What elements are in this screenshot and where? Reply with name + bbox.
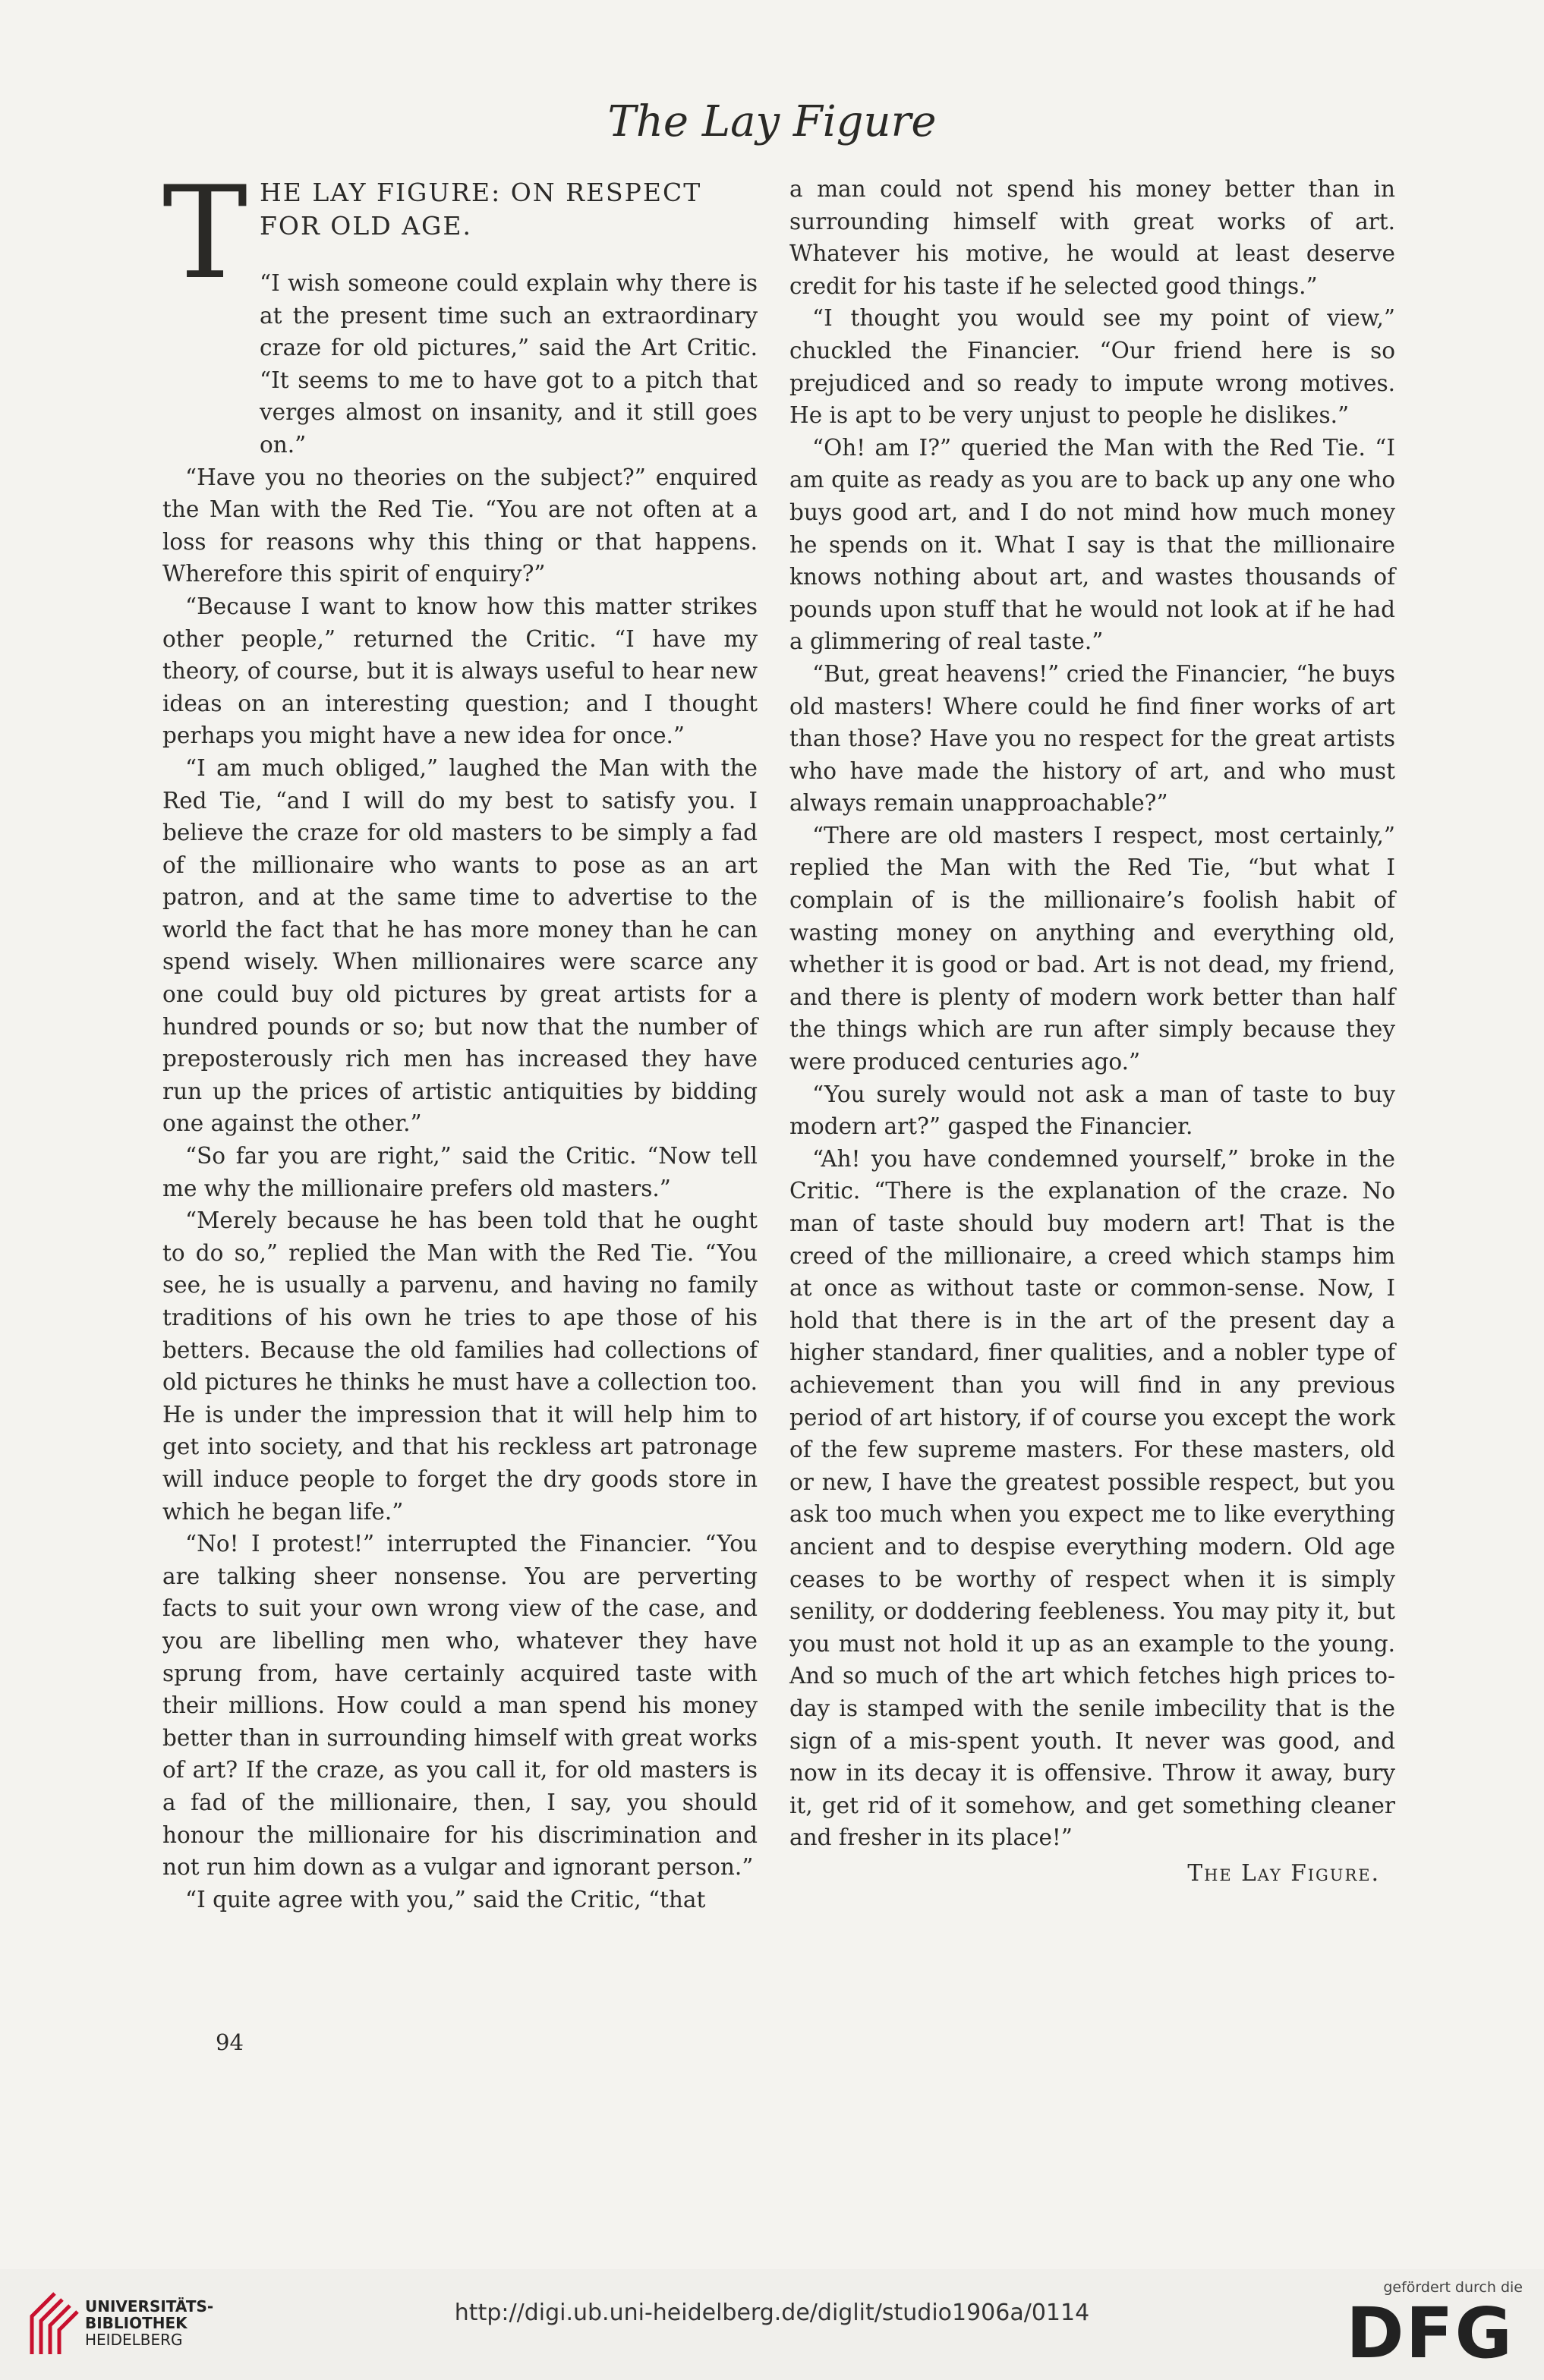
library-line-2: BIBLIOTHEK: [85, 2314, 187, 2332]
permalink-url[interactable]: http://digi.ub.uni-heidelberg.de/diglit/studio1906a/0114: [454, 2300, 1090, 2326]
paragraph: “I quite agree with you,” said the Critic, “that: [185, 1886, 706, 1912]
paragraph: “You surely would not ask a man of taste to buy modern art?” gasped the Financier.: [789, 1081, 1395, 1140]
page-number: 94: [216, 2029, 244, 2055]
paragraph: “Oh! am I?” queried the Man with the Red Tie. “I am quite as ready as you are to back up any one who buys good art, and I do not mind how much money he spends on it. What I say is that the millionaire knows nothing about art, and wastes thousands of pounds upon stuff that he would not look at if he had a glimmering of real taste.”: [789, 434, 1395, 655]
paragraph: “Merely because he has been told that he ought to do so,” replied the Man with the Red Tie. “You see, he is usually a parvenu, and having no family traditions of his own he tries to ape those of his betters. Because the old families had collections of old pictures he thinks he must have a collection too. He is under the impression that it will help him to get into society, and that his reckless art patronage will induce people to forget the dry goods store in which he began life.”: [162, 1207, 758, 1525]
paragraph: “Because I want to know how this matter strikes other people,” returned the Critic. “I have my theory, of course, but it is always useful to hear new ideas on an interesting question; and I thought perhaps you might have a new idea for once.”: [162, 593, 758, 749]
left-column: [162, 159, 758, 1916]
paragraph: a man could not spend his money better than in surrounding himself with great works of art. Whatever his motive, he would at least deserve credit for his taste if he selected good things.”: [789, 176, 1395, 299]
paragraph: “Ah! you have condemned yourself,” broke in the Critic. “There is the explanation of the craze. No man of taste should buy modern art! That is the creed of the millionaire, a creed which stamps him at once as without taste or common-sense. Now, I hold that there is in the art of the present day a higher standard, finer qualities, and a nobler type of achievement than you will find in any previous period of art history, if of course you except the work of the few supreme masters. For these masters, old or new, I have the greatest possible respect, but you ask too much when you expect me to like everything ancient and to despise everything modern. Old age ceases to be worthy of respect when it is simply senility, or doddering feebleness. You may pity it, but you must not hold it up as an example to the young. And so much of the art which fetches high prices to-day is stamped with the senile imbecility that is the sign of a mis-spent youth. It never was good, and now in its decay it is offensive. Throw it away, bury it, get rid of it somehow, and get something cleaner and fresher in its place!”: [789, 1145, 1395, 1851]
dfg-logo: DFG: [1346, 2293, 1514, 2374]
right-column: [789, 173, 1395, 1889]
library-line-1: UNIVERSITÄTS-: [85, 2297, 214, 2315]
paragraph: “So far you are right,” said the Critic. “Now tell me why the millionaire prefers old masters.”: [162, 1143, 758, 1201]
library-line-3: HEIDELBERG: [85, 2331, 183, 2349]
paragraph: “No! I protest!” interrupted the Financier. “You are talking sheer nonsense. You are perverting facts to suit your own wrong view of the case, and you are libelling men who, whatever they have sprung from, have certainly acquired taste with their millions. How could a man spend his money better than in surrounding himself with great works of art? If the craze, as you call it, for old masters is a fad of the millionaire, then, I say, you should honour the millionaire for his discrimination and not run him down as a vulgar and ignorant person.”: [162, 1531, 758, 1881]
paragraph: “But, great heavens!” cried the Financier, “he buys old masters! Where could he find finer works of art than those? Have you no respect for the great artists who have made the history of art, and who must always remain unapproachable?”: [789, 660, 1395, 817]
article-title: HE LAY FIGURE: ON RESPECT FOR OLD AGE.: [260, 178, 702, 241]
paragraph: “Have you no theories on the subject?” enquired the Man with the Red Tie. “You are not often at a loss for reasons why this thing or that happens. Wherefore this spirit of enquiry?”: [162, 464, 758, 587]
signature: The Lay Figure.: [1187, 1859, 1380, 1886]
paragraph: “I wish someone could explain why there is at the present time such an extraordinary craze for old pictures,” said the Art Critic. “It seems to me to have got to a pitch that verges almost on insanity, and it still goes on.”: [260, 270, 758, 458]
paragraph: “I am much obliged,” laughed the Man with the Red Tie, “and I will do my best to satisfy you. I believe the craze for old masters to be simply a fad of the millionaire who wants to pose as an art patron, and at the same time to advertise to the world the fact that he has more money than he can spend wisely. When millionaires were scarce any one could buy old pictures by great artists for a hundred pounds or so; but now that the number of preposterously rich men has increased they have run up the prices of artistic antiquities by bidding one against the other.”: [162, 754, 758, 1137]
paragraph: “There are old masters I respect, most certainly,” replied the Man with the Red Tie, “but what I complain of is the millionaire’s foolish habit of wasting money on anything and everything old, whether it is good or bad. Art is not dead, my friend, and there is plenty of modern work better than half the things which are run after simply because they were produced centuries ago.”: [789, 822, 1395, 1075]
drop-cap: T: [162, 159, 248, 307]
article-heading: [162, 159, 758, 307]
running-title: The Lay Figure: [607, 97, 937, 146]
funded-by-label: gefördert durch die: [1383, 2279, 1523, 2296]
paragraph: “I thought you would see my point of view,” chuckled the Financier. “Our friend here is so prejudiced and so ready to impute wrong motives. He is apt to be very unjust to people he dislikes.”: [789, 305, 1395, 429]
